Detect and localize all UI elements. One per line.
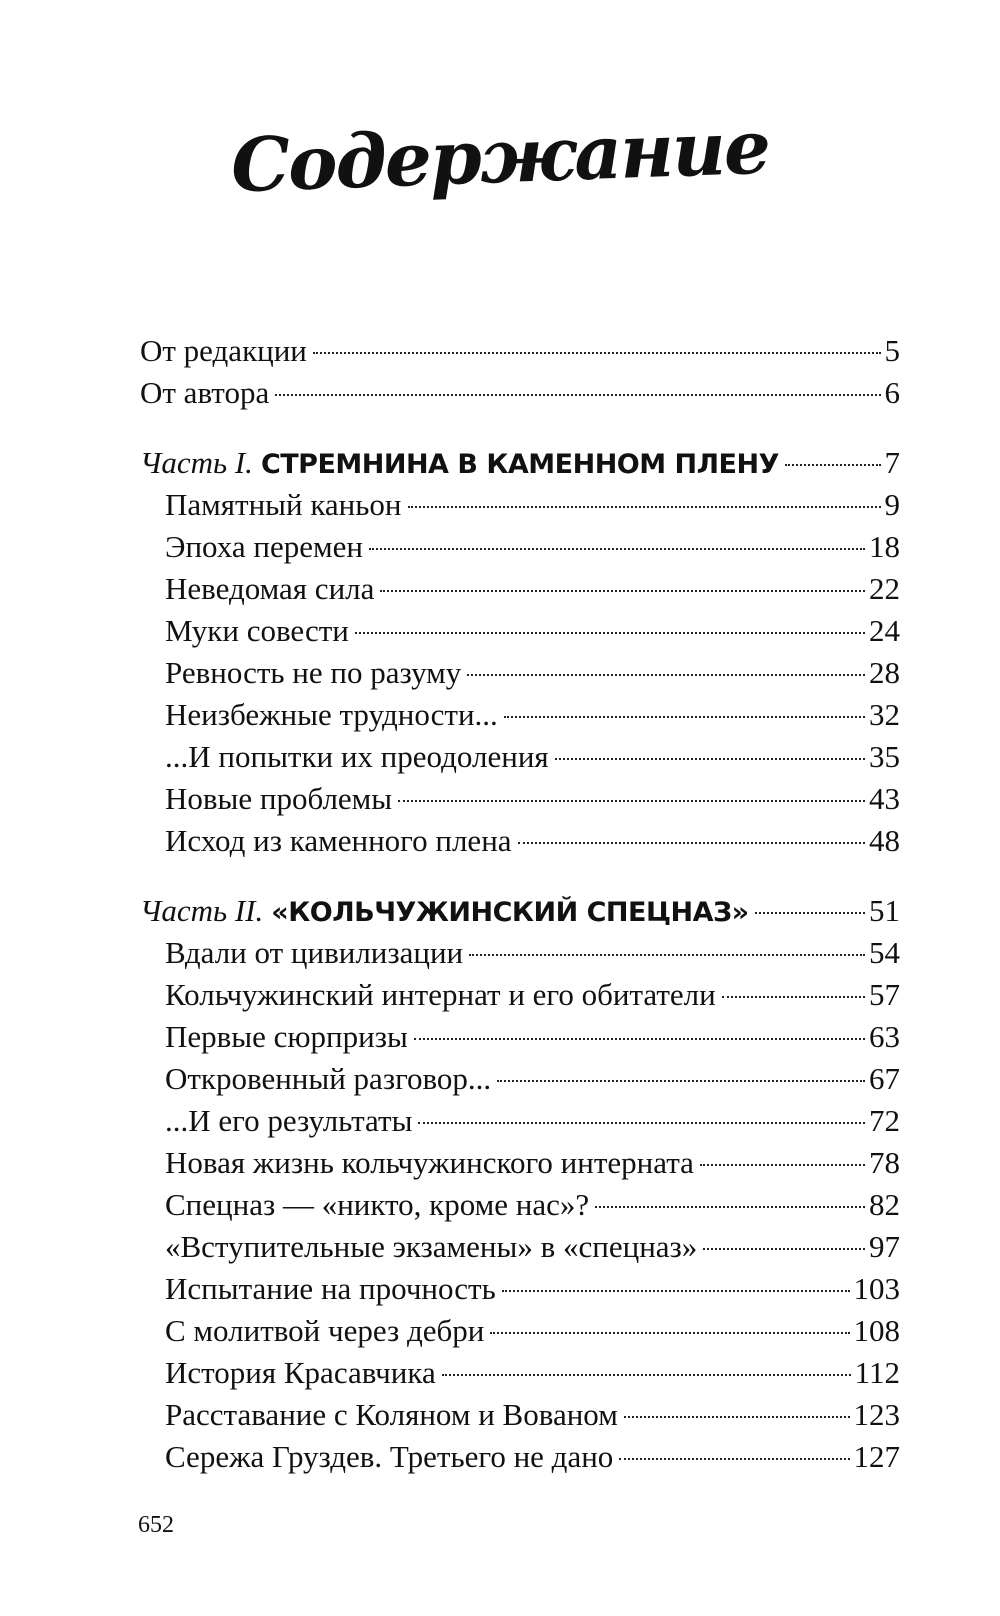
toc-label: Вдали от цивилизации	[165, 935, 464, 970]
toc-page: 108	[853, 1313, 900, 1348]
toc-chapter	[140, 1016, 900, 1058]
toc-label: ...И его результаты	[165, 1103, 413, 1138]
toc-page: 48	[869, 823, 900, 858]
toc-chapter	[140, 932, 900, 974]
toc-part-heading	[140, 442, 900, 484]
dot-leader	[785, 464, 881, 466]
dot-leader	[703, 1248, 865, 1250]
dot-leader	[497, 1080, 865, 1082]
toc-page: 72	[869, 1103, 900, 1138]
page-number: 652	[138, 1512, 174, 1538]
toc-page: 112	[854, 1355, 900, 1390]
toc-label: Неведомая сила	[165, 571, 375, 606]
dot-leader	[700, 1164, 865, 1166]
toc-label: Эпоха перемен	[165, 529, 363, 564]
dot-leader	[408, 506, 881, 508]
toc-page: 6	[884, 375, 900, 410]
toc-page: 97	[869, 1229, 900, 1264]
toc-page: 57	[869, 977, 900, 1012]
toc-chapter	[140, 1436, 900, 1478]
dot-leader	[369, 548, 865, 550]
dot-leader	[518, 842, 865, 844]
part-title: «КОЛЬЧУЖИНСКИЙ СПЕЦНАЗ»	[271, 897, 749, 928]
part-label: Часть II.	[140, 893, 264, 928]
toc-chapter	[140, 652, 900, 694]
toc-label: Новая жизнь кольчужинского интерната	[165, 1145, 694, 1180]
toc-page: 32	[869, 697, 900, 732]
toc-chapter	[140, 1268, 900, 1310]
toc-chapter	[140, 1226, 900, 1268]
toc-chapter	[140, 484, 900, 526]
dot-leader	[490, 1332, 849, 1334]
toc-entry-front	[140, 372, 900, 414]
toc-label: С молитвой через дебри	[165, 1313, 485, 1348]
toc-page: 67	[869, 1061, 900, 1096]
table-of-contents	[140, 330, 900, 1478]
toc-page: 7	[884, 445, 900, 480]
toc-entry-front	[140, 330, 900, 372]
toc-label: От автора	[140, 375, 270, 410]
toc-page: 24	[869, 613, 900, 648]
dot-leader	[355, 632, 865, 634]
toc-label: Расставание с Коляном и Вованом	[165, 1397, 618, 1432]
toc-page: 18	[869, 529, 900, 564]
toc-page: 123	[853, 1397, 900, 1432]
toc-chapter	[140, 736, 900, 778]
toc-page: 22	[869, 571, 900, 606]
toc-page: 43	[869, 781, 900, 816]
dot-leader	[467, 674, 865, 676]
dot-leader	[414, 1038, 865, 1040]
toc-page: 35	[869, 739, 900, 774]
dot-leader	[469, 954, 865, 956]
toc-label: «Вступительные экзамены» в «спецназ»	[165, 1229, 698, 1264]
toc-label: Неизбежные трудности...	[165, 697, 498, 732]
dot-leader	[595, 1206, 865, 1208]
dot-leader	[555, 758, 865, 760]
toc-page: 63	[869, 1019, 900, 1054]
toc-chapter	[140, 568, 900, 610]
toc-label: ...И попытки их преодоления	[165, 739, 549, 774]
toc-chapter	[140, 526, 900, 568]
toc-page: 9	[884, 487, 900, 522]
toc-chapter	[140, 694, 900, 736]
dot-leader	[624, 1416, 850, 1418]
toc-page: 28	[869, 655, 900, 690]
dot-leader	[398, 800, 865, 802]
toc-chapter	[140, 974, 900, 1016]
toc-label: Сережа Груздев. Третьего не дано	[165, 1439, 614, 1474]
toc-chapter	[140, 1394, 900, 1436]
part-title: СТРЕМНИНА В КАМЕННОМ ПЛЕНУ	[260, 449, 779, 480]
toc-label: Ревность не по разуму	[165, 655, 462, 690]
toc-chapter	[140, 1352, 900, 1394]
toc-label: Откровенный разговор...	[165, 1061, 492, 1096]
part-label: Часть I.	[140, 445, 253, 480]
dot-leader	[722, 996, 865, 998]
dot-leader	[418, 1122, 865, 1124]
toc-page: 78	[869, 1145, 900, 1180]
toc-label: Новые проблемы	[165, 781, 393, 816]
toc-label: Испытание на прочность	[165, 1271, 496, 1306]
toc-label: Кольчужинский интернат и его обитатели	[165, 977, 716, 1012]
toc-chapter	[140, 1184, 900, 1226]
toc-page: 51	[869, 893, 900, 928]
toc-label: Первые сюрпризы	[165, 1019, 408, 1054]
toc-page: 54	[869, 935, 900, 970]
toc-chapter	[140, 778, 900, 820]
toc-chapter	[140, 820, 900, 862]
dot-leader	[619, 1458, 849, 1460]
toc-page: 5	[884, 333, 900, 368]
dot-leader	[504, 716, 865, 718]
toc-label: История Красавчика	[165, 1355, 436, 1390]
toc-chapter	[140, 1310, 900, 1352]
toc-page: 82	[869, 1187, 900, 1222]
toc-label: От редакции	[140, 333, 307, 368]
toc-chapter	[140, 1058, 900, 1100]
dot-leader	[442, 1374, 851, 1376]
toc-label: Памятный каньон	[165, 487, 402, 522]
toc-label: Исход из каменного плена	[165, 823, 512, 858]
dot-leader	[380, 590, 865, 592]
dot-leader	[502, 1290, 850, 1292]
toc-page: 103	[853, 1271, 900, 1306]
toc-label: Муки совести	[165, 613, 349, 648]
toc-page: 127	[853, 1439, 900, 1474]
toc-chapter	[140, 610, 900, 652]
dot-leader	[313, 352, 881, 354]
page-title: Содержание	[229, 104, 771, 210]
toc-part-heading	[140, 890, 900, 932]
dot-leader	[755, 912, 865, 914]
dot-leader	[275, 394, 880, 396]
toc-chapter	[140, 1142, 900, 1184]
toc-label: Спецназ — «никто, кроме нас»?	[165, 1187, 590, 1222]
toc-chapter	[140, 1100, 900, 1142]
